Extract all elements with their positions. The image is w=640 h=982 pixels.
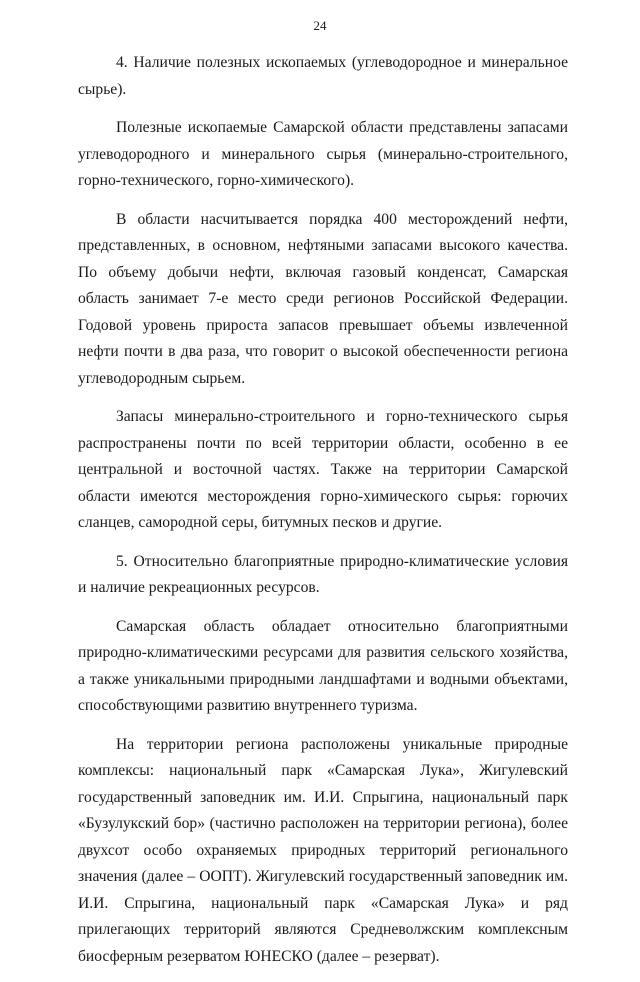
paragraph-oil-fields: В области насчитывается порядка 400 месторождений нефти, представленных, в основном, нефтяными запасами высокого качества. По объему добычи нефти, включая газовый конденсат, Самарская область занимает 7-е место среди регионов Российской Федерации. Годовой уровень прироста запасов превышает объемы извлеченной нефти почти в два раза, что говорит о высокой обеспеченности региона углеводородным сырьем. xyxy=(78,210,568,387)
paragraph-item-5-heading: 5. Относительно благоприятные природно-климатические условия и наличие рекреационных ресурсов. xyxy=(78,552,568,596)
page-number: 24 xyxy=(313,18,327,33)
paragraph-item-4-heading: 4. Наличие полезных ископаемых (углеводородное и минеральное сырье). xyxy=(78,54,568,98)
paragraph-mineral-reserves: Запасы минерально-строительного и горно-технического сырья распространены почти по всей территории области, особенно в ее центральной и восточной частях. Также на территории Самарской области имеются месторождения горно-химического сырья: горючих сланцев, самородной серы, битумных песков и другие. xyxy=(78,408,568,531)
paragraph-mineral-resources: Полезные ископаемые Самарской области представлены запасами углеводородного и минерального сырья (минерально-строительного, горно-технического, горно-химического). xyxy=(78,119,568,189)
paragraph-natural-complexes: На территории региона расположены уникальные природные комплексы: национальный парк «Самарская Лука», Жигулевский государственный заповедник им. И.И. Спрыгина, национальный парк «Бузулукский бор» (частично расположен на территории региона), более двухсот особо охраняемых природных территорий регионального значения (далее – ООПТ). Жигулевский государственный заповедник им. И.И. Спрыгина, национальный парк «Самарская Лука» и ряд прилегающих территорий являются Средневолжским комплексным биосферным резерватом ЮНЕСКО (далее – резерват). xyxy=(78,735,568,965)
paragraph-climate-resources: Самарская область обладает относительно благоприятными природно-климатическими ресурсами для развития сельского хозяйства, а также уникальными природными ландшафтами и водными объектами, способствующими развитию внутреннего туризма. xyxy=(78,617,568,714)
document-body xyxy=(78,50,568,982)
